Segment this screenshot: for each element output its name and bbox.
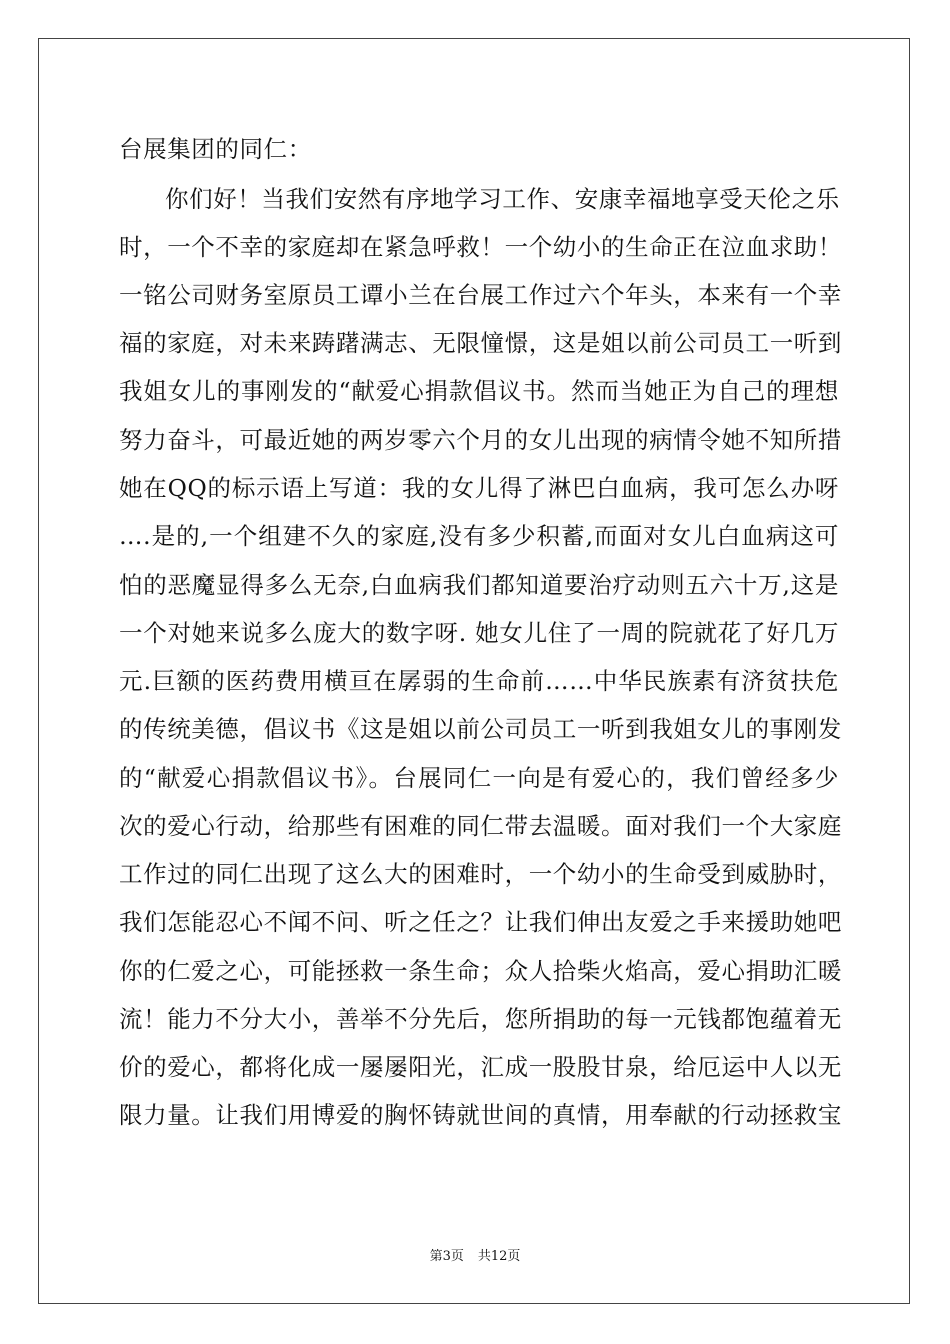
paragraph-line: 时，一个不幸的家庭却在紧急呼救！一个幼小的生命正在泣血求助！ bbox=[119, 233, 842, 261]
paragraph-line: 元.巨额的医药费用横亘在孱弱的生命前……中华民族素有济贫扶危 bbox=[119, 667, 839, 695]
paragraph-line: 的传统美德，倡议书《这是姐以前公司员工一听到我姐女儿的事刚发 bbox=[119, 715, 842, 743]
paragraph-line: 福的家庭，对未来踌躇满志、无限憧憬，这是姐以前公司员工一听到 bbox=[119, 329, 842, 357]
paragraph-line: 我姐女儿的事刚发的“献爱心捐款倡议书。然而当她正为自己的理想 bbox=[119, 377, 839, 405]
paragraph-line: 她在QQ的标示语上写道：我的女儿得了淋巴白血病，我可怎么办呀 bbox=[119, 474, 839, 502]
paragraph-line: 限力量。让我们用博爱的胸怀铸就世间的真情，用奉献的行动拯救宝 bbox=[119, 1101, 842, 1129]
salutation: 台展集团的同仁： bbox=[119, 135, 312, 163]
paragraph-line: 怕的恶魔显得多么无奈,白血病我们都知道要治疗动则五六十万,这是 bbox=[119, 571, 839, 599]
paragraph-line: 努力奋斗，可最近她的两岁零六个月的女儿出现的病情令她不知所措 bbox=[119, 426, 842, 454]
page-number: 第3页 bbox=[429, 1249, 464, 1264]
paragraph-line: 价的爱心，都将化成一屡屡阳光，汇成一股股甘泉，给厄运中人以无 bbox=[119, 1053, 842, 1081]
paragraph-line: 你的仁爱之心，可能拯救一条生命；众人拾柴火焰高，爱心捐助汇暖 bbox=[119, 957, 842, 985]
paragraph-line: 一铭公司财务室原员工谭小兰在台展工作过六个年头，本来有一个幸 bbox=[119, 281, 842, 309]
paragraph-line: 的“献爱心捐款倡议书》。台展同仁一向是有爱心的，我们曾经多少 bbox=[119, 764, 839, 792]
page-footer bbox=[0, 1248, 950, 1266]
paragraph-line: 工作过的同仁出现了这么大的困难时，一个幼小的生命受到威胁时， bbox=[119, 860, 842, 888]
paragraph-line: 流！能力不分大小，善举不分先后，您所捐助的每一元钱都饱蕴着无 bbox=[119, 1005, 842, 1033]
paragraph-line: ….是的,一个组建不久的家庭,没有多少积蓄,而面对女儿白血病这可 bbox=[119, 522, 839, 550]
paragraph-line: 你们好！当我们安然有序地学习工作、安康幸福地享受天伦之乐 bbox=[165, 185, 840, 213]
paragraph-line: 一个对她来说多么庞大的数字呀. 她女儿住了一周的院就花了好几万 bbox=[119, 619, 839, 647]
page-total: 共12页 bbox=[477, 1249, 521, 1264]
paragraph-line: 次的爱心行动，给那些有困难的同仁带去温暖。面对我们一个大家庭 bbox=[119, 812, 842, 840]
paragraph-line: 我们怎能忍心不闻不问、听之任之？让我们伸出友爱之手来援助她吧 bbox=[119, 908, 842, 936]
